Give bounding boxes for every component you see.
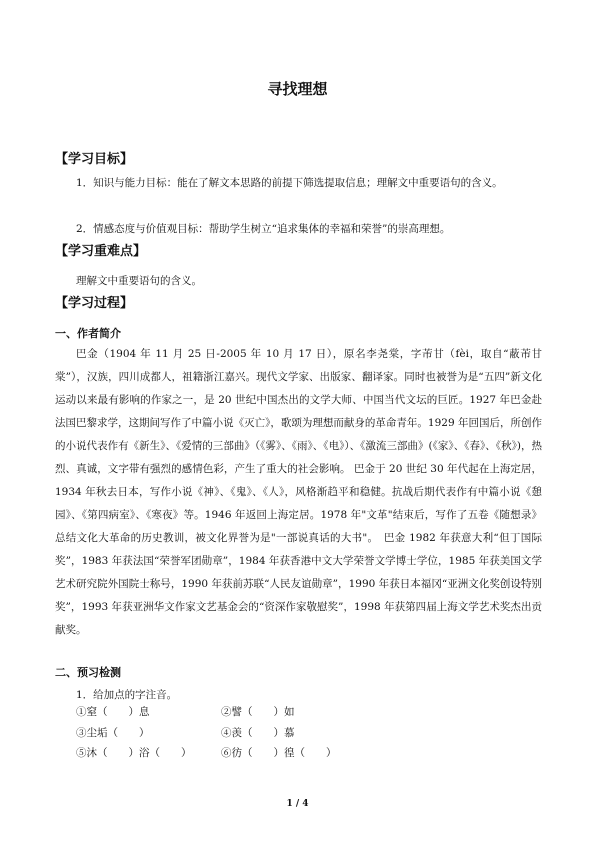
goal-2: 2．情感态度与价值观目标：帮助学生树立“追求集体的幸福和荣誉”的崇高理想。 [76, 223, 451, 235]
pinyin-item-2: ②譬（ ）如 [221, 706, 295, 718]
learning-process-heading: 【学习过程】 [55, 296, 134, 311]
page-title: 寻找理想 [267, 80, 328, 98]
pinyin-item-4: ④羡（ ）慕 [221, 727, 295, 739]
key-points-heading: 【学习重难点】 [55, 244, 147, 259]
key-points-text: 理解文中重要语句的含义。 [76, 275, 202, 287]
question-1: 1．给加点的字注音。 [76, 689, 178, 701]
pinyin-item-3: ③尘垢（ ） [76, 727, 150, 739]
author-intro-heading: 一、作者简介 [55, 327, 121, 340]
goal-1: 1．知识与能力目标：能在了解文本思路的前提下筛选提取信息；理解文中重要语句的含义。 [76, 177, 503, 189]
preview-check-heading: 二、预习检测 [55, 666, 121, 679]
pinyin-item-5: ⑤沐（ ）浴（ ） [76, 747, 192, 759]
learning-goals-heading: 【学习目标】 [55, 152, 134, 167]
pinyin-item-1: ①窒（ ）息 [76, 706, 150, 718]
author-bio: 巴金（1904 年 11 月 25 日-2005 年 10 月 17 日），原名李尧棠，字芾甘（fèi，取自“蔽芾甘棠”），汉族，四川成都人，祖籍浙江嘉兴。现代文学家、出版家、翻译家。同时也被誉为是“五四”新文化运动以来最有影响的作家之一，是 20 世纪中国杰出的文学大师、中国当代文坛的巨匠。1927 年巴金赴法国巴黎求学，这期间写作了中篇小说《灭亡》，歌颂为理想而献身的革命青年。1929 年回国后，所创作的小说代表作有《新生》、《爱情的三部曲》（《雾》、《雨》、《电》）、《激流三部曲》(《家》、《春》、《秋》)，热烈、真诚，文字带有强烈的感情色彩，产生了重大的社会影响。 巴金于 20 世纪 30 年代起在上海定居，1934 年秋去日本，写作小说《神》、《鬼》、《人》，风格渐趋平和稳健。抗战后期代表作有中篇小说《憩园》、《第四病室》、《寒夜》等。1946 年返回上海定居。1978 年"文革"结束后，写作了五卷《随想录》总结文化大革命的历史教训，被文化界誉为是"一部说真话的大书"。 巴金 1982 年获意大利“但丁国际奖”，1983 年获法国“荣誉军团勋章”，1984 年获香港中文大学荣誉文学博士学位，1985 年获美国文学艺术研究院外国院士称号，1990 年获前苏联“人民友谊勋章”，1990 年获日本福冈“亚洲文化奖创设特别奖”，1993 年获亚洲华文作家文艺基金会的“资深作家敬慰奖”，1998 年获第四届上海文学艺术奖杰出贡献奖。 [55, 348, 542, 636]
page-number: 1 / 4 [286, 799, 309, 809]
pinyin-item-6: ⑥彷（ ）徨（ ） [221, 747, 337, 759]
